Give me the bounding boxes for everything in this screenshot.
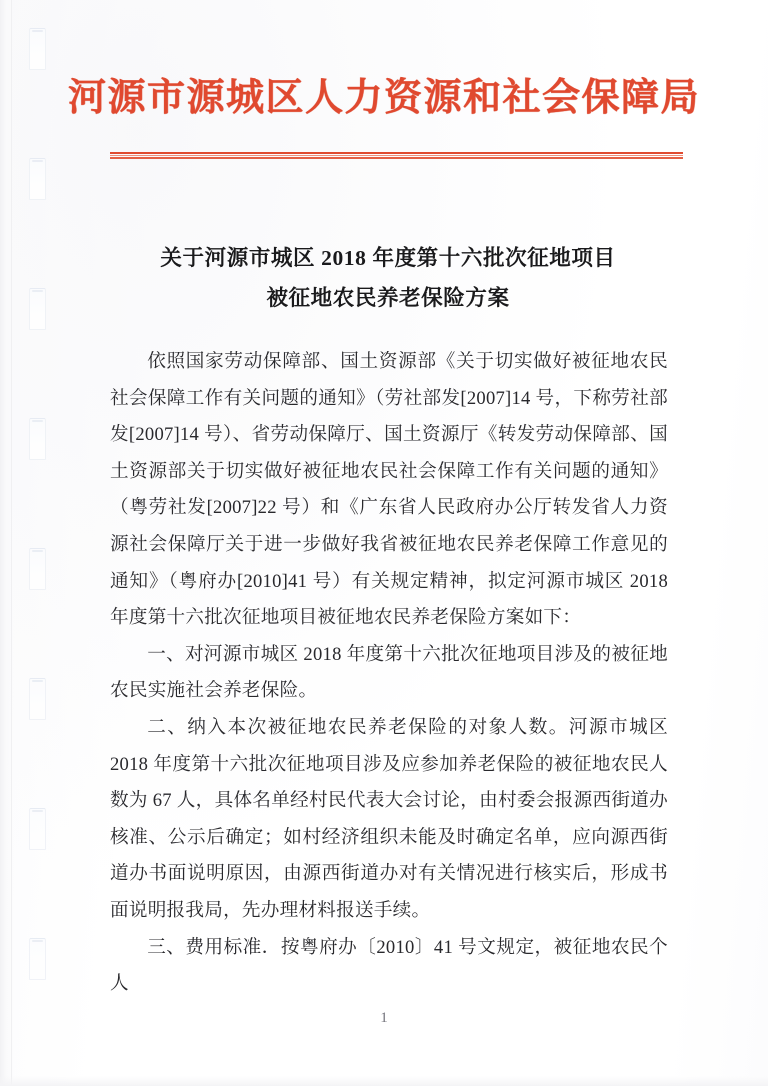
letterhead-red-rule — [110, 152, 683, 160]
document-paragraph: 依照国家劳动保障部、国土资源部《关于切实做好被征地农民社会保障工作有关问题的通知》（劳社部发[2007]14 号，下称劳社部发[2007]14 号）、省劳动保障厅、国土资源厅《转发劳动保障部、国土资源部关于切实做好被征地农民社会保障工作有关问题的通知》（粤劳社发[2007]22 号）和《广东省人民政府办公厅转发省人力资源社会保障厅关于进一步做好我省被征地农民养老保障工作意见的通知》（粤府办[2010]41 号）有关规定精神，拟定河源市城区 2018 年度第十六批次征地项目被征地农民养老保险方案如下： — [110, 351, 668, 629]
document-body — [110, 344, 668, 1003]
document-paragraph: 二、纳入本次被征地农民养老保险的对象人数。河源市城区 2018 年度第十六批次征地项目涉及应参加养老保险的被征地农民人数为 67 人，具体名单经村民代表大会讨论，由村委会报源西街道办核准、公示后确定；如村经济组织未能及时确定名单，应向源西街道办书面说明原因，由源西街道办对有关情况进行核实后，形成书面说明报我局，先办理材料报送手续。 — [110, 716, 668, 921]
scan-edge-shadow — [0, 0, 14, 1086]
document-paragraph: 三、费用标准．按粤府办〔2010〕41 号文规定，被征地农民个人 — [110, 936, 668, 995]
red-rule-thin — [110, 157, 683, 159]
red-rule-hairline — [110, 155, 683, 156]
document-title — [110, 238, 666, 318]
scan-bottom-shadow — [0, 1076, 768, 1086]
binding-hole — [29, 808, 46, 850]
red-rule-thick — [110, 152, 683, 154]
document-title-line-1: 关于河源市城区 2018 年度第十六批次征地项目 — [160, 246, 616, 270]
document-paragraph: 一、对河源市城区 2018 年度第十六批次征地项目涉及的被征地农民实施社会养老保险。 — [110, 643, 668, 702]
binding-hole — [29, 678, 46, 720]
binding-hole — [29, 938, 46, 980]
issuing-organization-title: 河源市源城区人力资源和社会保障局 — [67, 77, 700, 119]
binding-hole — [29, 418, 46, 460]
page-number: 1 — [380, 1010, 388, 1026]
scan-edge-line — [11, 0, 12, 1086]
letterhead — [0, 76, 768, 121]
binding-hole — [29, 548, 46, 590]
document-title-line-2: 被征地农民养老保险方案 — [266, 286, 510, 310]
binding-hole — [29, 288, 46, 330]
binding-hole — [29, 158, 46, 200]
binding-hole — [29, 28, 46, 70]
binding-holes — [29, 22, 47, 1068]
